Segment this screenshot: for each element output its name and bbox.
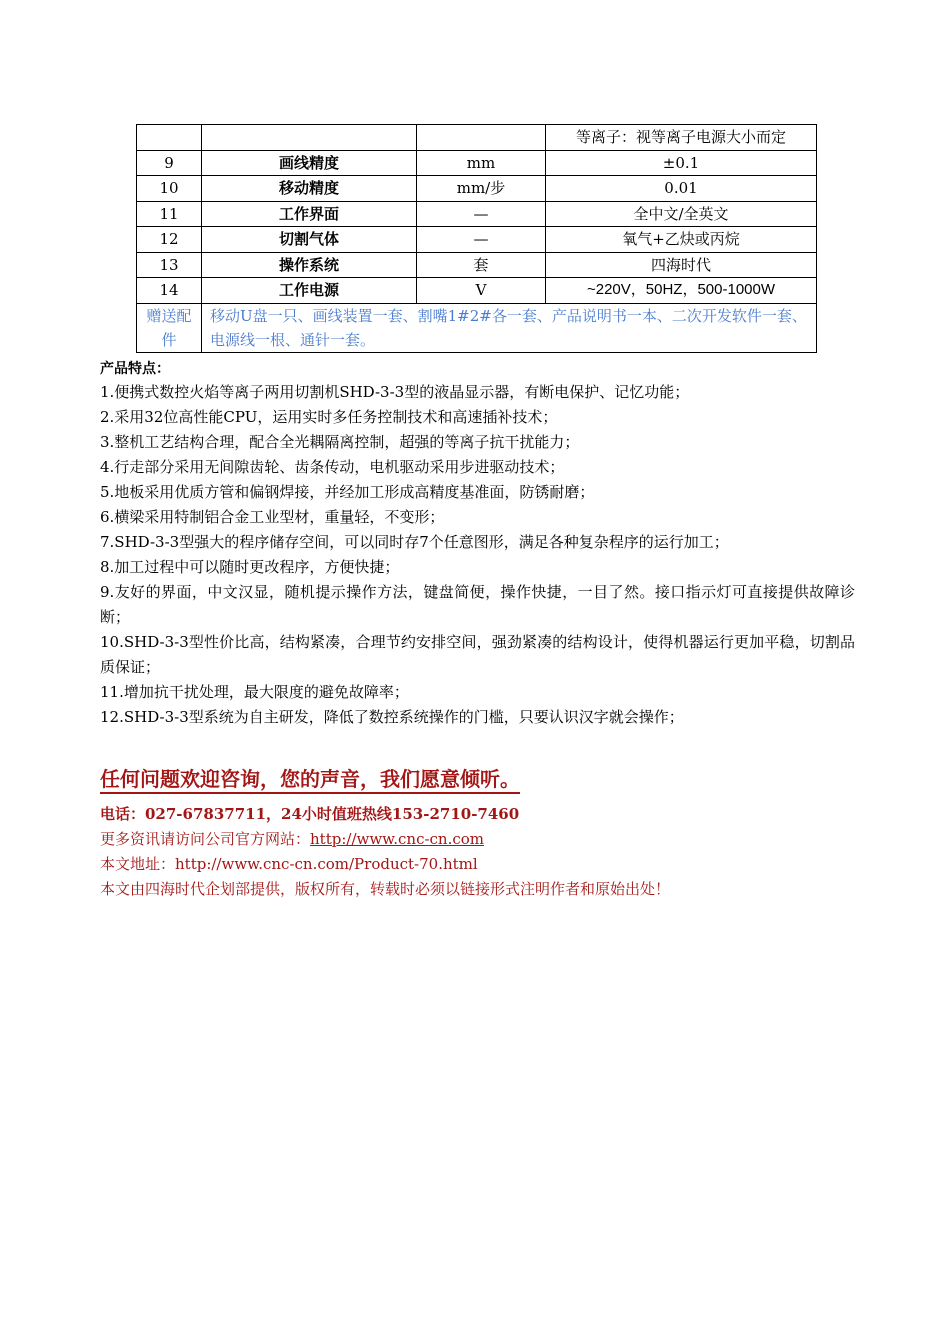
feature-item: 12.SHD-3-3型系统为自主研发，降低了数控系统操作的门槛，只要认识汉字就会操作； — [100, 708, 684, 726]
table-row — [137, 150, 817, 176]
cell-no: 11 — [137, 201, 202, 227]
feature-item: 11.增加抗干扰处理，最大限度的避免故障率； — [100, 683, 409, 701]
address-line: 本文地址：http://www.cnc-cn.com/Product-70.html — [100, 855, 478, 873]
cell-unit: 套 — [417, 252, 546, 278]
cell-no: 14 — [137, 278, 202, 304]
cell-no: 10 — [137, 176, 202, 202]
website-label: 更多资讯请访问公司官方网站： — [100, 830, 311, 848]
feature-item: 3.整机工艺结构合理，配合全光耦隔离控制，超强的等离子抗干扰能力； — [100, 433, 580, 451]
feature-item: 5.地板采用优质方管和偏钢焊接，并经加工形成高精度基准面，防锈耐磨； — [100, 483, 595, 501]
feature-item: 7.SHD-3-3型强大的程序储存空间，可以同时存7个任意图形，满足各种复杂程序的运行加工； — [100, 533, 729, 551]
features-heading: 产品特点： — [100, 361, 170, 377]
cell-unit: — — [417, 201, 546, 227]
cell-no: 9 — [137, 150, 202, 176]
website-line — [100, 827, 860, 852]
cell-unit: V — [417, 278, 546, 304]
cell-no: 12 — [137, 227, 202, 253]
cell-value: ±0.1 — [546, 150, 817, 176]
feature-item: 6.横梁采用特制铝合金工业型材，重量轻，不变形； — [100, 508, 445, 526]
cell-value: 0.01 — [546, 176, 817, 202]
cell-unit: — — [417, 227, 546, 253]
table-row — [137, 201, 817, 227]
table-row — [137, 278, 817, 304]
feature-item: 9.友好的界面，中文汉显，随机提示操作方法，键盘简便，操作快捷，一目了然。接口指示灯可直接提供故障诊断； — [100, 583, 855, 626]
cell-unit: mm/步 — [417, 176, 546, 202]
feature-item: 2.采用32位高性能CPU，运用实时多任务控制技术和高速插补技术； — [100, 408, 558, 426]
cell-value: 四海时代 — [546, 252, 817, 278]
cell-name: 切割气体 — [202, 227, 417, 253]
copyright-line: 本文由四海时代企划部提供，版权所有，转载时必须以链接形式注明作者和原始出处！ — [100, 880, 671, 898]
spec-table — [136, 124, 817, 353]
cell-unit — [417, 125, 546, 151]
cell-name: 工作电源 — [202, 278, 417, 304]
cell-no — [137, 125, 202, 151]
product-features — [100, 358, 855, 730]
feature-item: 1.便携式数控火焰等离子两用切割机SHD-3-3型的液晶显示器，有断电保护、记忆功能； — [100, 383, 690, 401]
cell-no: 13 — [137, 252, 202, 278]
cell-name: 移动精度 — [202, 176, 417, 202]
cell-value: 氧气+乙炔或丙烷 — [546, 227, 817, 253]
feature-item: 8.加工过程中可以随时更改程序，方便快捷； — [100, 558, 400, 576]
table-row — [137, 125, 817, 151]
cell-name: 操作系统 — [202, 252, 417, 278]
cell-value: ~220V，50HZ，500-1000W — [546, 278, 817, 304]
cell-name: 工作界面 — [202, 201, 417, 227]
table-row — [137, 176, 817, 202]
contact-section — [100, 762, 860, 902]
gift-label: 赠送配件 — [137, 303, 202, 352]
cell-value: 等离子：视等离子电源大小而定 — [546, 125, 817, 151]
gift-row — [137, 303, 817, 352]
table-row — [137, 252, 817, 278]
cell-value: 全中文/全英文 — [546, 201, 817, 227]
slogan-heading: 任何问题欢迎咨询，您的声音，我们愿意倾听。 — [100, 767, 520, 791]
table-row — [137, 227, 817, 253]
feature-item: 4.行走部分采用无间隙齿轮、齿条传动，电机驱动采用步进驱动技术； — [100, 458, 565, 476]
cell-name: 画线精度 — [202, 150, 417, 176]
feature-item: 10.SHD-3-3型性价比高，结构紧凑，合理节约安排空间，强劲紧凑的结构设计，使得机器运行更加平稳，切割品质保证； — [100, 633, 855, 676]
cell-unit: mm — [417, 150, 546, 176]
gift-text: 移动U盘一只、画线装置一套、割嘴1#2#各一套、产品说明书一本、二次开发软件一套、电源线一根、通针一套。 — [202, 303, 817, 352]
phone-line: 电话：027-67837711，24小时值班热线153-2710-7460 — [100, 805, 520, 823]
cell-name — [202, 125, 417, 151]
website-link[interactable]: http://www.cnc-cn.com — [310, 830, 485, 848]
